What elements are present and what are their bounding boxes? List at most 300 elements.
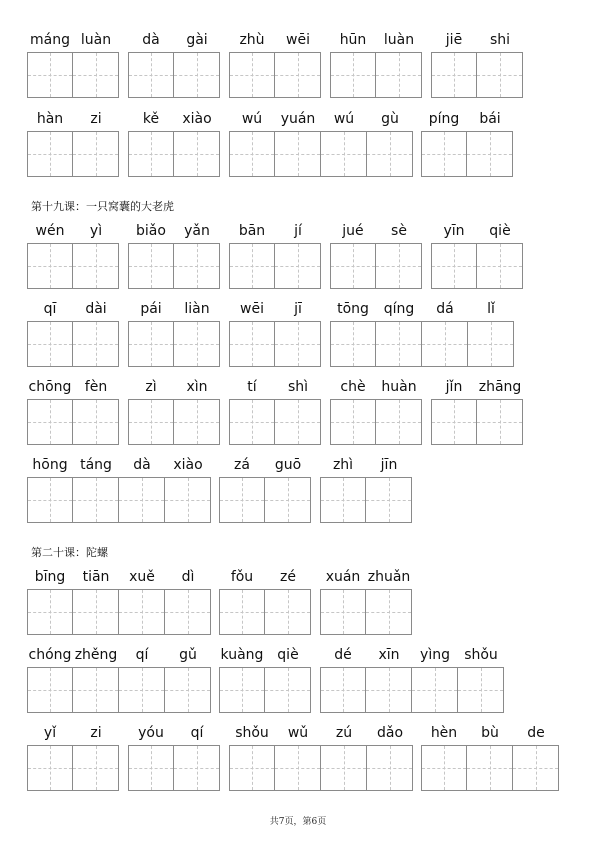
tianzige-writing-box[interactable] [27, 745, 73, 791]
word-group [229, 301, 321, 367]
word-group [320, 569, 412, 635]
tianzige-writing-box[interactable] [73, 745, 119, 791]
tianzige-writing-box[interactable] [229, 52, 275, 98]
character-cell [27, 32, 73, 98]
word-group [27, 111, 119, 177]
word-group [27, 647, 211, 713]
pinyin-label: wén [35, 223, 65, 239]
character-cell [27, 111, 73, 177]
pinyin-label: guō [274, 457, 302, 473]
character-cell [366, 647, 412, 713]
tianzige-writing-box[interactable] [376, 399, 422, 445]
pinyin-label: shǒu [464, 647, 498, 663]
tianzige-writing-box[interactable] [431, 52, 477, 98]
character-cell [174, 725, 220, 791]
character-cell [275, 725, 321, 791]
word-group [330, 379, 422, 445]
character-cell [128, 301, 174, 367]
character-cell [275, 223, 321, 289]
tianzige-writing-box[interactable] [320, 667, 366, 713]
word-group [27, 301, 119, 367]
tianzige-writing-box[interactable] [128, 321, 174, 367]
character-cell [330, 301, 376, 367]
pinyin-label: zi [90, 111, 102, 127]
character-cell [431, 379, 477, 445]
pinyin-label: de [527, 725, 545, 741]
pinyin-label: dà [133, 457, 151, 473]
tianzige-writing-box[interactable] [458, 667, 504, 713]
pinyin-label: yǎn [184, 223, 210, 239]
tianzige-writing-box[interactable] [128, 131, 174, 177]
character-cell [412, 647, 458, 713]
pinyin-label: wú [241, 111, 263, 127]
character-cell [229, 111, 275, 177]
word-group [229, 223, 321, 289]
character-cell [265, 457, 311, 523]
pinyin-label: zhěng [74, 647, 118, 663]
character-cell [73, 301, 119, 367]
character-cell [376, 223, 422, 289]
word-group [128, 111, 220, 177]
character-cell [229, 725, 275, 791]
word-group [421, 111, 513, 177]
pinyin-label: bù [481, 725, 499, 741]
tianzige-writing-box[interactable] [73, 477, 119, 523]
word-group [229, 725, 413, 791]
pinyin-label: dà [142, 32, 160, 48]
pinyin-label: chóng [28, 647, 72, 663]
word-group [27, 223, 119, 289]
tianzige-writing-box[interactable] [467, 131, 513, 177]
pinyin-label: jǐn [445, 379, 463, 395]
character-cell [128, 379, 174, 445]
character-cell [431, 223, 477, 289]
pinyin-label: dá [436, 301, 454, 317]
tianzige-writing-box[interactable] [431, 399, 477, 445]
tianzige-writing-box[interactable] [27, 477, 73, 523]
tianzige-writing-box[interactable] [174, 131, 220, 177]
tianzige-writing-box[interactable] [27, 399, 73, 445]
pinyin-label: xiào [173, 457, 203, 473]
pinyin-label: wú [333, 111, 355, 127]
pinyin-label: shi [489, 32, 511, 48]
word-group [128, 725, 220, 791]
character-cell [119, 647, 165, 713]
tianzige-writing-box[interactable] [366, 667, 412, 713]
tianzige-writing-box[interactable] [275, 399, 321, 445]
character-cell [119, 569, 165, 635]
pinyin-label: hèn [430, 725, 458, 741]
word-group [320, 647, 504, 713]
character-cell [174, 379, 220, 445]
pinyin-label: yǐ [43, 725, 57, 741]
tianzige-writing-box[interactable] [275, 321, 321, 367]
character-cell [174, 223, 220, 289]
pinyin-label: jīn [380, 457, 398, 473]
character-cell [330, 32, 376, 98]
character-cell [73, 457, 119, 523]
character-cell [366, 457, 412, 523]
character-cell [165, 457, 211, 523]
tianzige-writing-box[interactable] [265, 667, 311, 713]
character-cell [128, 111, 174, 177]
tianzige-writing-box[interactable] [165, 477, 211, 523]
tianzige-writing-box[interactable] [73, 399, 119, 445]
pinyin-label: tiān [82, 569, 110, 585]
pinyin-label: píng [428, 111, 460, 127]
character-cell [330, 379, 376, 445]
pinyin-label: fǒu [230, 569, 254, 585]
lesson-20-title: 第二十课：陀螺 [31, 546, 108, 559]
tianzige-writing-box[interactable] [73, 589, 119, 635]
pinyin-label: zhāng [478, 379, 522, 395]
character-cell [275, 379, 321, 445]
lesson-19-title: 第十九课：一只窝囊的大老虎 [31, 200, 174, 213]
tianzige-writing-box[interactable] [219, 667, 265, 713]
tianzige-writing-box[interactable] [376, 52, 422, 98]
character-cell [119, 457, 165, 523]
character-cell [330, 223, 376, 289]
pinyin-label: wēi [286, 32, 310, 48]
tianzige-writing-box[interactable] [128, 399, 174, 445]
tianzige-writing-box[interactable] [275, 52, 321, 98]
pinyin-label: qí [135, 647, 149, 663]
word-group [229, 111, 413, 177]
character-cell [320, 647, 366, 713]
pinyin-label: dì [181, 569, 195, 585]
pinyin-label: biǎo [136, 223, 166, 239]
pinyin-label: xìn [186, 379, 208, 395]
character-cell [376, 379, 422, 445]
tianzige-writing-box[interactable] [229, 131, 275, 177]
tianzige-writing-box[interactable] [367, 745, 413, 791]
character-cell [27, 569, 73, 635]
word-group [330, 301, 514, 367]
pinyin-label: xiào [182, 111, 212, 127]
tianzige-writing-box[interactable] [174, 52, 220, 98]
tianzige-writing-box[interactable] [412, 667, 458, 713]
character-cell [275, 111, 321, 177]
character-cell [165, 569, 211, 635]
character-cell [265, 569, 311, 635]
character-cell [27, 647, 73, 713]
character-cell [421, 725, 467, 791]
tianzige-writing-box[interactable] [376, 321, 422, 367]
character-cell [366, 569, 412, 635]
tianzige-writing-box[interactable] [265, 589, 311, 635]
tianzige-writing-box[interactable] [128, 745, 174, 791]
word-group [128, 301, 220, 367]
tianzige-writing-box[interactable] [321, 745, 367, 791]
tianzige-writing-box[interactable] [219, 589, 265, 635]
character-cell [265, 647, 311, 713]
character-cell [73, 379, 119, 445]
tianzige-writing-box[interactable] [330, 243, 376, 289]
character-cell [219, 457, 265, 523]
pinyin-label: jiē [445, 32, 463, 48]
pinyin-label: jī [294, 301, 302, 317]
word-group [27, 569, 211, 635]
word-group [27, 379, 119, 445]
tianzige-writing-box[interactable] [174, 321, 220, 367]
word-group [431, 379, 523, 445]
pinyin-label: dài [85, 301, 107, 317]
character-cell [73, 223, 119, 289]
tianzige-writing-box[interactable] [421, 745, 467, 791]
word-group [421, 725, 559, 791]
tianzige-writing-box[interactable] [275, 243, 321, 289]
tianzige-writing-box[interactable] [119, 477, 165, 523]
word-group [219, 647, 311, 713]
character-cell [219, 647, 265, 713]
page-footer: 共7页，第6页 [269, 817, 327, 827]
tianzige-writing-box[interactable] [477, 243, 523, 289]
character-cell [422, 301, 468, 367]
pinyin-label: pái [140, 301, 162, 317]
character-cell [229, 32, 275, 98]
pinyin-label: wēi [240, 301, 264, 317]
pinyin-label: xuě [129, 569, 155, 585]
pinyin-label: huàn [381, 379, 417, 395]
pinyin-label: qī [43, 301, 57, 317]
pinyin-label: zì [145, 379, 157, 395]
tianzige-writing-box[interactable] [275, 745, 321, 791]
pinyin-label: liàn [184, 301, 210, 317]
pinyin-label: wǔ [287, 725, 309, 741]
tianzige-writing-box[interactable] [73, 131, 119, 177]
word-group [330, 223, 422, 289]
character-cell [174, 32, 220, 98]
tianzige-writing-box[interactable] [376, 243, 422, 289]
pinyin-label: zá [234, 457, 250, 473]
tianzige-writing-box[interactable] [27, 589, 73, 635]
pinyin-label: yóu [138, 725, 164, 741]
tianzige-writing-box[interactable] [27, 131, 73, 177]
tianzige-writing-box[interactable] [366, 477, 412, 523]
pinyin-label: lǐ [487, 301, 495, 317]
pinyin-label: zhì [332, 457, 354, 473]
word-group [128, 379, 220, 445]
pinyin-label: gǔ [179, 647, 197, 663]
pinyin-label: qí [190, 725, 204, 741]
word-group [431, 223, 523, 289]
tianzige-writing-box[interactable] [421, 131, 467, 177]
character-cell [128, 725, 174, 791]
pinyin-label: hàn [36, 111, 64, 127]
word-group [320, 457, 412, 523]
word-group [330, 32, 422, 98]
character-cell [421, 111, 467, 177]
pinyin-label: qiè [277, 647, 299, 663]
character-cell [174, 301, 220, 367]
character-cell [174, 111, 220, 177]
character-cell [219, 569, 265, 635]
pinyin-label: tōng [337, 301, 369, 317]
character-cell [27, 301, 73, 367]
word-group [219, 569, 311, 635]
tianzige-writing-box[interactable] [128, 52, 174, 98]
tianzige-writing-box[interactable] [367, 131, 413, 177]
pinyin-label: chōng [28, 379, 72, 395]
character-cell [73, 647, 119, 713]
word-group [128, 32, 220, 98]
character-cell [376, 32, 422, 98]
character-cell [367, 725, 413, 791]
pinyin-label: máng [30, 32, 70, 48]
pinyin-label: zi [90, 725, 102, 741]
pinyin-label: zé [280, 569, 296, 585]
pinyin-label: shǒu [235, 725, 269, 741]
character-cell [477, 223, 523, 289]
pinyin-label: zhù [239, 32, 265, 48]
character-cell [27, 457, 73, 523]
character-cell [229, 301, 275, 367]
pinyin-label: bái [479, 111, 501, 127]
pinyin-label: xuán [325, 569, 361, 585]
pinyin-label: zú [335, 725, 353, 741]
tianzige-writing-box[interactable] [275, 131, 321, 177]
tianzige-writing-box[interactable] [73, 667, 119, 713]
tianzige-writing-box[interactable] [73, 321, 119, 367]
character-cell [376, 301, 422, 367]
pinyin-label: yìng [420, 647, 450, 663]
word-group [229, 32, 321, 98]
tianzige-writing-box[interactable] [513, 745, 559, 791]
tianzige-writing-box[interactable] [321, 131, 367, 177]
word-group [431, 32, 523, 98]
pinyin-label: dé [334, 647, 352, 663]
tianzige-writing-box[interactable] [229, 399, 275, 445]
pinyin-label: yì [89, 223, 103, 239]
character-cell [468, 301, 514, 367]
tianzige-writing-box[interactable] [229, 745, 275, 791]
tianzige-writing-box[interactable] [174, 745, 220, 791]
tianzige-writing-box[interactable] [330, 52, 376, 98]
tianzige-writing-box[interactable] [119, 667, 165, 713]
tianzige-writing-box[interactable] [265, 477, 311, 523]
character-cell [73, 111, 119, 177]
pinyin-label: fèn [84, 379, 108, 395]
tianzige-writing-box[interactable] [477, 399, 523, 445]
pinyin-label: gài [186, 32, 208, 48]
character-cell [458, 647, 504, 713]
pinyin-label: kuàng [220, 647, 264, 663]
pinyin-label: kě [142, 111, 160, 127]
character-cell [477, 379, 523, 445]
pinyin-label: shì [287, 379, 309, 395]
character-cell [467, 111, 513, 177]
character-cell [27, 379, 73, 445]
character-cell [321, 111, 367, 177]
character-cell [73, 569, 119, 635]
pinyin-label: bīng [34, 569, 66, 585]
character-cell [275, 301, 321, 367]
pinyin-label: dǎo [376, 725, 404, 741]
character-cell [165, 647, 211, 713]
character-cell [229, 379, 275, 445]
pinyin-label: luàn [80, 32, 112, 48]
tianzige-writing-box[interactable] [119, 589, 165, 635]
tianzige-writing-box[interactable] [477, 52, 523, 98]
pinyin-label: gù [381, 111, 399, 127]
tianzige-writing-box[interactable] [27, 667, 73, 713]
tianzige-writing-box[interactable] [27, 243, 73, 289]
pinyin-label: sè [391, 223, 407, 239]
character-cell [27, 223, 73, 289]
character-cell [431, 32, 477, 98]
pinyin-label: xīn [378, 647, 400, 663]
word-group [229, 379, 321, 445]
tianzige-writing-box[interactable] [73, 243, 119, 289]
tianzige-writing-box[interactable] [467, 745, 513, 791]
pinyin-label: jí [294, 223, 302, 239]
pinyin-label: yuán [280, 111, 316, 127]
pinyin-label: luàn [383, 32, 415, 48]
tianzige-writing-box[interactable] [431, 243, 477, 289]
tianzige-writing-box[interactable] [320, 477, 366, 523]
pinyin-label: qíng [383, 301, 415, 317]
character-cell [73, 32, 119, 98]
character-cell [128, 223, 174, 289]
tianzige-writing-box[interactable] [468, 321, 514, 367]
character-cell [128, 32, 174, 98]
pinyin-label: qiè [489, 223, 511, 239]
pinyin-label: hōng [32, 457, 68, 473]
character-cell [229, 223, 275, 289]
tianzige-writing-box[interactable] [27, 52, 73, 98]
tianzige-writing-box[interactable] [165, 589, 211, 635]
character-cell [367, 111, 413, 177]
character-cell [513, 725, 559, 791]
tianzige-writing-box[interactable] [27, 321, 73, 367]
word-group [27, 725, 119, 791]
pinyin-label: hūn [339, 32, 367, 48]
tianzige-writing-box[interactable] [219, 477, 265, 523]
tianzige-writing-box[interactable] [128, 243, 174, 289]
pinyin-label: chè [340, 379, 366, 395]
tianzige-writing-box[interactable] [422, 321, 468, 367]
character-cell [275, 32, 321, 98]
tianzige-writing-box[interactable] [330, 399, 376, 445]
word-group [27, 457, 211, 523]
tianzige-writing-box[interactable] [229, 243, 275, 289]
character-cell [73, 725, 119, 791]
character-cell [467, 725, 513, 791]
tianzige-writing-box[interactable] [165, 667, 211, 713]
pinyin-label: táng [80, 457, 112, 473]
tianzige-writing-box[interactable] [174, 243, 220, 289]
pinyin-label: zhuǎn [367, 569, 411, 585]
word-group [128, 223, 220, 289]
tianzige-writing-box[interactable] [174, 399, 220, 445]
tianzige-writing-box[interactable] [229, 321, 275, 367]
character-cell [27, 725, 73, 791]
character-cell [477, 32, 523, 98]
pinyin-label: yīn [443, 223, 465, 239]
word-group [27, 32, 119, 98]
character-cell [321, 725, 367, 791]
tianzige-writing-box[interactable] [330, 321, 376, 367]
tianzige-writing-box[interactable] [366, 589, 412, 635]
tianzige-writing-box[interactable] [320, 589, 366, 635]
tianzige-writing-box[interactable] [73, 52, 119, 98]
pinyin-label: jué [342, 223, 364, 239]
pinyin-label: tí [247, 379, 257, 395]
word-group [219, 457, 311, 523]
pinyin-label: bān [238, 223, 266, 239]
character-cell [320, 457, 366, 523]
character-cell [320, 569, 366, 635]
